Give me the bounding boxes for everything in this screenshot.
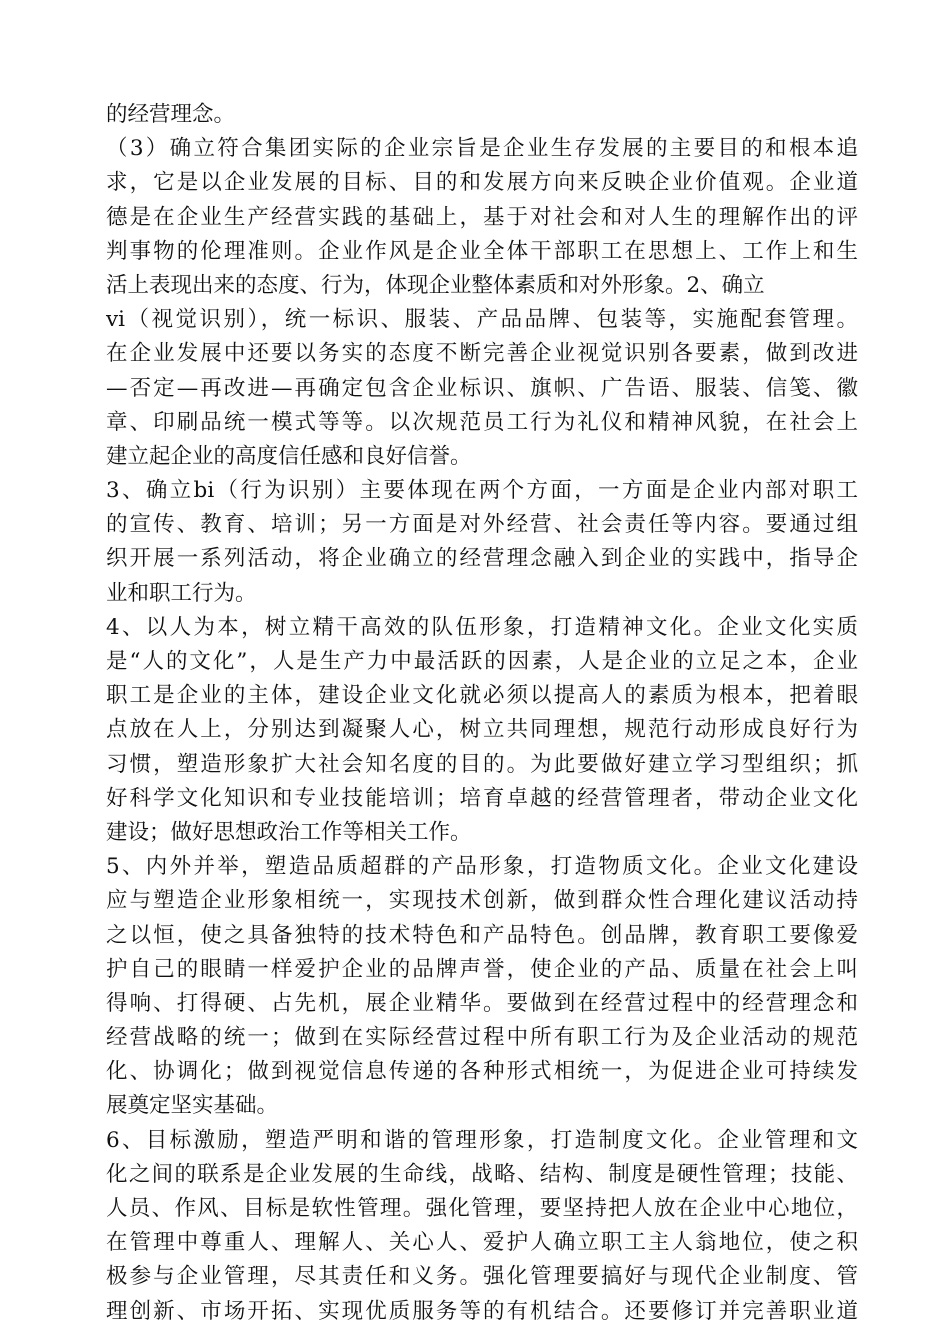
text-line: —否定—再改进—再确定包含企业标识、旗帜、广告语、服装、信笺、徽 [106,375,858,401]
text-line: 织开展一系列活动，将企业确立的经营理念融入到企业的实践中，指导企 [106,546,858,572]
text-line: 3、确立bi（行为识别）主要体现在两个方面，一方面是企业内部对职工 [106,478,858,504]
text-line: 化之间的联系是企业发展的生命线，战略、结构、制度是硬性管理；技能、 [106,1161,858,1187]
text-line: （3）确立符合集团实际的企业宗旨是企业生存发展的主要目的和根本追 [106,136,858,162]
text-line: 的经营理念。 [106,102,236,127]
text-line: 展奠定坚实基础。 [106,1093,279,1119]
text-line: 5、内外并举，塑造品质超群的产品形象，打造物质文化。企业文化建设 [106,854,858,880]
text-line: 化、协调化；做到视觉信息传递的各种形式相统一，为促进企业可持续发 [106,1059,858,1085]
text-line: 经营战略的统一；做到在实际经营过程中所有职工行为及企业活动的规范 [106,1025,858,1051]
text-line: 章、印刷品统一模式等等。以次规范员工行为礼仪和精神风貌，在社会上 [106,409,858,435]
text-line: 德是在企业生产经营实践的基础上，基于对社会和对人生的理解作出的评 [106,204,858,230]
text-line: 在管理中尊重人、理解人、关心人、爱护人确立职工主人翁地位，使之积 [106,1230,858,1256]
text-line: 得响、打得硬、占先机，展企业精华。要做到在经营过程中的经营理念和 [106,990,858,1016]
text-line: 人员、作风、目标是软性管理。强化管理，要坚持把人放在企业中心地位， [106,1196,858,1221]
text-line: 好科学文化知识和专业技能培训；培育卓越的经营管理者，带动企业文化 [106,785,858,811]
text-line: 建设；做好思想政治工作等相关工作。 [106,819,472,845]
text-line: 理创新、市场开拓、实现优质服务等的有机结合。还要修订并完善职业道 [106,1298,858,1324]
text-line: 护自己的眼睛一样爱护企业的品牌声誉，使企业的产品、质量在社会上叫 [106,956,858,982]
text-line: 职工是企业的主体，建设企业文化就必须以提高人的素质为根本，把着眼 [106,683,858,709]
text-line: 建立起企业的高度信任感和良好信誉。 [106,443,472,469]
text-line: 是“人的文化”，人是生产力中最活跃的因素，人是企业的立足之本，企业 [106,649,858,674]
text-line: 业和职工行为。 [106,580,257,606]
document-body [106,98,858,1329]
text-line: 求，它是以企业发展的目标、目的和发展方向来反映企业价值观。企业道 [106,170,858,196]
text-line: 点放在人上，分别达到凝聚人心，树立共同理想，规范行动形成良好行为 [106,717,858,743]
text-line: 在企业发展中还要以务实的态度不断完善企业视觉识别各要素，做到改进 [106,341,858,367]
text-line: 习惯，塑造形象扩大社会知名度的目的。为此要做好建立学习型组织；抓 [106,751,858,777]
text-line: 6、目标激励，塑造严明和谐的管理形象，打造制度文化。企业管理和文 [106,1127,858,1153]
text-line: 4、以人为本，树立精干高效的队伍形象，打造精神文化。企业文化实质 [106,614,858,640]
text-line: 之以恒，使之具备独特的技术特色和产品特色。创品牌，教育职工要像爱 [106,922,858,948]
text-line: vi（视觉识别），统一标识、服装、产品品牌、包装等，实施配套管理。 [106,307,858,333]
text-line: 应与塑造企业形象相统一，实现技术创新，做到群众性合理化建议活动持 [106,888,858,914]
text-line: 的宣传、教育、培训；另一方面是对外经营、社会责任等内容。要通过组 [106,512,858,538]
text-line: 判事物的伦理准则。企业作风是企业全体干部职工在思想上、工作上和生 [106,238,858,264]
text-line: 极参与企业管理，尽其责任和义务。强化管理要搞好与现代企业制度、管 [106,1264,858,1290]
text-line: 活上表现出来的态度、行为，体现企业整体素质和对外形象。2、确立 [106,272,765,298]
